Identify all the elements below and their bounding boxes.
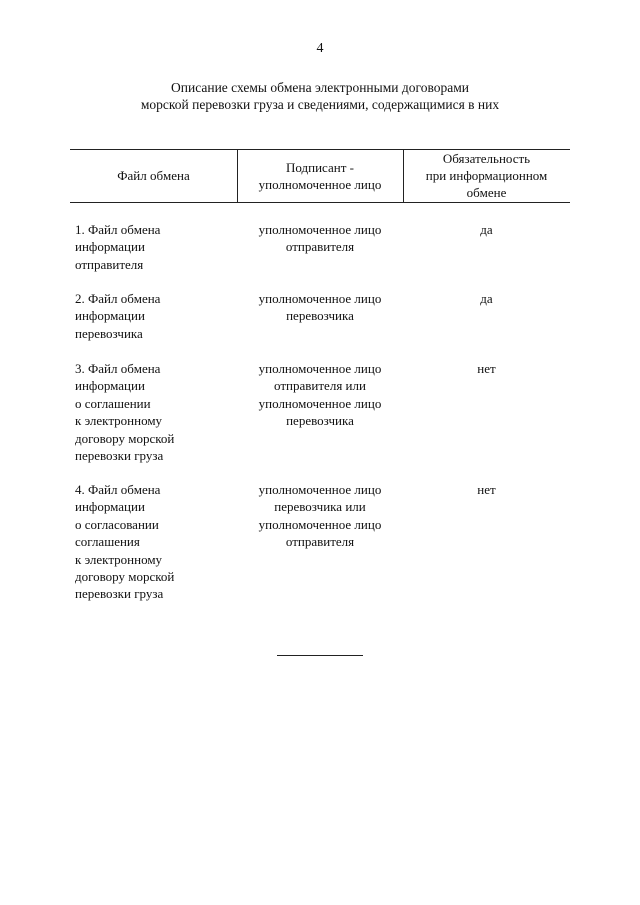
required-cell [403,221,570,238]
cell-line: уполномоченное лицо [258,361,382,376]
cell-line: 1. Файл обмена [75,222,161,237]
header-line: при информационном [425,168,548,183]
header-line: Подписант - [286,159,354,175]
cell-line: информации [75,239,145,255]
cell-line: да [480,291,493,306]
cell-line: о согласовании [75,516,159,532]
cell-line: к электронному [75,551,163,567]
cell-line: нет [477,361,496,376]
cell-line: уполномоченное лицо [258,516,382,532]
cell-line: соглашения [75,534,140,550]
cell-line: к электронному [75,413,163,429]
cell-line: уполномоченное лицо [258,222,382,237]
required-cell [403,360,570,377]
required-cell [403,481,570,498]
header-line: обмене [466,185,507,200]
cell-line: отправителя [75,256,144,272]
signer-cell [237,360,403,430]
cell-line: перевозки груза [75,586,164,602]
cell-line: перевозки груза [75,448,164,464]
cell-line: отправителя [285,239,355,255]
cell-line: перевозчика [75,325,143,341]
signer-cell [237,221,403,256]
header-line: Обязательность [442,151,531,166]
cell-line: договору морской [75,569,175,585]
header-line: Файл обмена [117,168,190,183]
signer-cell [237,481,403,551]
cell-line: договору морской [75,430,175,446]
cell-line: отправителя или [274,378,366,394]
cell-line: о соглашении [75,395,151,411]
document-title [0,79,640,113]
cell-line: уполномоченное лицо [258,291,382,306]
required-cell [403,290,570,307]
header-line: уполномоченное лицо [258,176,382,192]
signer-cell [237,290,403,325]
cell-line: перевозчика или [274,499,366,515]
cell-line: перевозчика [286,308,354,324]
end-of-document-line [277,655,363,656]
cell-line: уполномоченное лицо [258,395,382,411]
cell-line: информации [75,499,145,515]
cell-line: 2. Файл обмена [75,291,161,306]
cell-line: да [480,222,493,237]
table-header-bottom-rule [70,202,570,203]
file-name-cell [75,290,235,342]
cell-line: нет [477,482,496,497]
page-number: 4 [316,41,324,56]
cell-line: информации [75,378,145,394]
title-line-2: морской перевозки груза и сведениями, содержащимися в них [140,97,500,112]
file-name-cell [75,360,235,464]
header-file [70,149,237,202]
cell-line: 3. Файл обмена [75,361,161,376]
cell-line: перевозчика [286,413,354,429]
cell-line: отправителя [285,534,355,550]
file-name-cell [75,221,235,273]
cell-line: информации [75,308,145,324]
header-required [403,149,570,202]
cell-line: 4. Файл обмена [75,482,161,497]
file-name-cell [75,481,235,603]
cell-line: уполномоченное лицо [258,482,382,497]
header-signer [237,149,403,202]
title-line-1: Описание схемы обмена электронными договорами [171,80,469,95]
